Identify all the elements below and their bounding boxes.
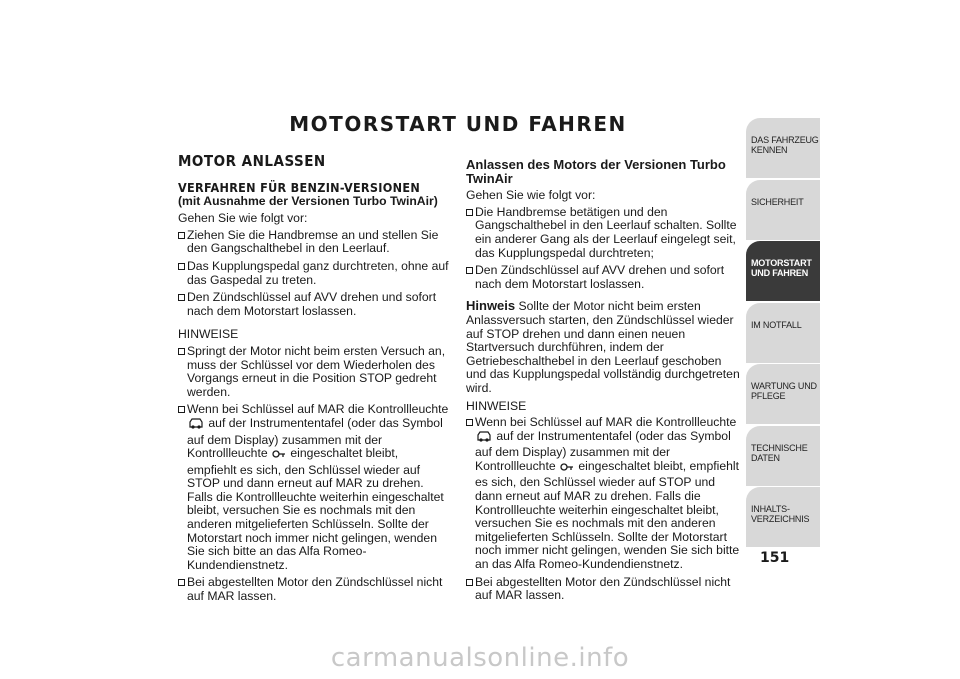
list-item: Den Zündschlüssel auf AVV drehen und sofort nach dem Motorstart loslassen.	[466, 264, 742, 291]
note-text: eingeschaltet bleibt, empfiehlt es sich, den Schlüssel wieder auf STOP und dann erneut auf MAR zu drehen. Falls die Kontrollleuchte weiterhin eingeschaltet bleibt, versuchen Sie es nochmals mit den anderen mitgelieferten Schlüsseln. Sollte der Motorstart noch immer nicht gelingen, wenden Sie sich bitte an das Alfa Romeo-Kundendienstnetz.	[187, 446, 444, 572]
list-item: Die Handbremse betätigen und den Gangschalthebel in den Leerlauf schalten. Sollte ein anderer Gang als der Leerlauf eingelegt seit, das Kupplungspedal durchtreten;	[466, 206, 742, 260]
notes-label: HINWEISE	[178, 327, 239, 342]
engine-immobilizer-icon	[188, 417, 204, 434]
tab-label: SICHERHEIT	[751, 196, 804, 207]
tab-label: VERZEICHNIS	[751, 514, 810, 524]
tab-label: MOTORSTART	[751, 258, 812, 268]
list-item: Springt der Motor nicht beim ersten Versuch an, muss der Schlüssel vor dem Wiederholen des Vorgangs erneut in die Position STOP gedreht werden.	[178, 345, 450, 399]
tab-im-notfall[interactable]	[746, 303, 820, 363]
key-icon	[560, 462, 574, 477]
list-item: Ziehen Sie die Handbremse an und stellen Sie den Gangschalthebel in den Leerlauf.	[178, 229, 450, 256]
tab-label: DAS FAHRZEUG	[751, 135, 819, 145]
engine-immobilizer-icon	[476, 430, 492, 447]
notes-list	[178, 345, 450, 604]
tab-label: IM NOTFALL	[751, 319, 802, 330]
steps-list	[178, 229, 450, 319]
tab-wartung-und-pflege[interactable]	[746, 364, 820, 424]
list-item: Bei abgestellten Motor den Zündschlüssel nicht auf MAR lassen.	[178, 576, 450, 603]
notes-list	[466, 416, 742, 603]
steps-list	[466, 206, 742, 292]
watermark: carmanualsonline.info	[330, 643, 630, 673]
tab-label: WARTUNG UND	[751, 381, 817, 391]
page-title: MOTORSTART UND FAHREN	[289, 112, 627, 136]
note-text: auf der Instrumententafel (oder das Symbol auf dem Display) zusammen mit der Kontrollleuchte	[475, 428, 731, 473]
list-item	[466, 416, 742, 572]
hinweis-label: Hinweis	[466, 298, 516, 314]
subsection-heading: Anlassen des Motors der Versionen Turbo TwinAir	[466, 157, 726, 186]
left-column	[178, 152, 450, 608]
note-text: Wenn bei Schlüssel auf MAR die Kontrollleuchte	[187, 402, 449, 417]
subsection-heading: VERFAHREN FÜR BENZIN-VERSIONEN	[178, 179, 421, 195]
note-text: auf der Instrumententafel (oder das Symbol auf dem Display) zusammen mit der Kontrollleuchte	[187, 415, 443, 461]
note-text: eingeschaltet bleibt, empfiehlt es sich, den Schlüssel wieder auf STOP und dann erneut auf MAR zu drehen. Falls die Kontrollleuchte weiterhin eingeschaltet bleibt, versuchen Sie es nochmals mit den anderen mitgelieferten Schlüsseln. Sollte der Motorstart noch immer nicht gelingen, wenden Sie sich bitte an das Alfa Romeo-Kundendienstnetz.	[475, 458, 740, 572]
page-number: 151	[760, 550, 790, 566]
list-item: Bei abgestellten Motor den Zündschlüssel nicht auf MAR lassen.	[466, 576, 742, 603]
intro-text: Gehen Sie wie folgt vor:	[466, 188, 596, 203]
section-heading: MOTOR ANLASSEN	[178, 152, 326, 170]
intro-text: Gehen Sie wie folgt vor:	[178, 211, 308, 226]
tab-technische-daten[interactable]	[746, 426, 820, 486]
tab-label: UND FAHREN	[751, 268, 809, 278]
list-item: Den Zündschlüssel auf AVV drehen und sofort nach dem Motorstart loslassen.	[178, 291, 450, 318]
hinweis-paragraph	[466, 299, 742, 395]
hinweis-text: Sollte der Motor nicht beim ersten Anlassversuch starten, den Zündschlüssel wieder auf STOP drehen und dann einen neuen Startversuch durchführen, indem der Getriebeschalthebel in den Leerlauf geschoben und das Kupplungspedal vollständig durchgetreten wird.	[466, 299, 740, 395]
notes-label: HINWEISE	[466, 398, 527, 413]
tab-label: KENNEN	[751, 145, 788, 155]
tab-label: PFLEGE	[751, 391, 786, 401]
tab-motorstart-und-fahren[interactable]	[746, 241, 820, 301]
tab-inhaltsverzeichnis[interactable]	[746, 487, 820, 547]
chapter-tabs	[746, 118, 820, 549]
key-icon	[272, 449, 286, 464]
tab-das-fahrzeug-kennen[interactable]	[746, 118, 820, 178]
note-text: Wenn bei Schlüssel auf MAR die Kontrollleuchte	[475, 415, 737, 430]
tab-label: TECHNISCHE DATEN	[751, 442, 808, 463]
tab-sicherheit[interactable]	[746, 180, 820, 240]
list-item: Das Kupplungspedal ganz durchtreten, ohne auf das Gaspedal zu treten.	[178, 260, 450, 287]
list-item	[178, 403, 450, 572]
right-column	[466, 158, 742, 607]
subsection-note: (mit Ausnahme der Versionen Turbo TwinAir)	[178, 193, 438, 208]
tab-label: INHALTS-	[751, 504, 790, 514]
